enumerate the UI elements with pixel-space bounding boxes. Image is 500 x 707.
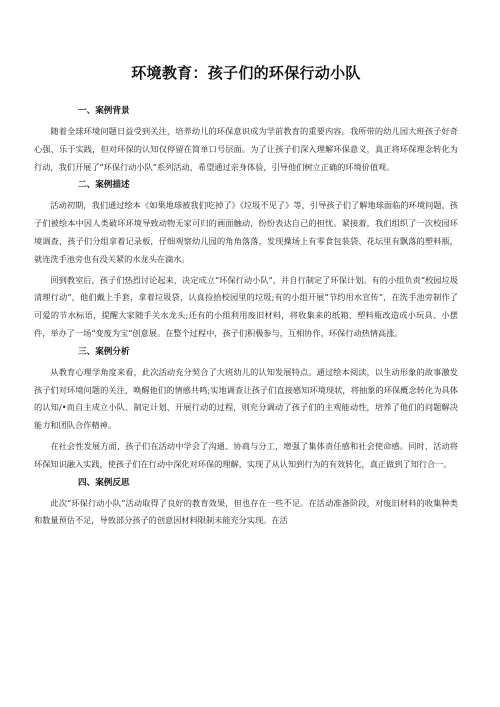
- paragraph: 从教育心理学角度来看，此次活动充分契合了大班幼儿的认知发展特点。通过绘本阅读，以生动形象的故事激发孩子们对环境问题的关注，唤醒他们的情感共鸣;实地调查让孩子们直接感知环境现状，将抽象的环保概念转化为具体的认知/•而自主成立小队、制定计划、开展行动的过程，则充分调动了孩子们的主观能动性，培养了他们的问题解决能力和团队合作精神。: [34, 366, 458, 431]
- paragraph: 随着全球环境问题日益受到关注，培养幼儿的环保意识成为学前教育的重要内容。我所带的幼儿园大班孩子好奇心强、乐于实践，但对环保的认知仅停留在简单口号层面。为了让孩子们深入理解环保意义，真正将环保理念转化为行动，我们开展了“环保行动小队”系列活动，希望通过亲身体验，引导他们树立正确的环境价值观。: [34, 126, 458, 172]
- paragraph: 此次“环保行动小队”活动取得了良好的教育效果，但也存在一些不足。在活动准备阶段，对废旧材料的收集种类和数量预估不足，导致部分孩子的创意因材料限制未能充分实现。在活: [34, 497, 458, 526]
- paragraph: 回到教室后，孩子们热烈讨论起来，决定成立“环保行动小队”，并自行制定了环保计划。有的小组负责“校园垃圾清理行动”，他们戴上手套，拿着垃圾袋，认真捡拾校园里的垃圾;有的小组开展“节约用水宣传”，在洗手池旁制作了可爱的节水标语，提醒大家随手关水龙头;还有的小组利用废旧材料，将收集来的纸箱、塑料瓶改造成小玩具、小摆件，举办了一场“变废为宝”创意展。在整个过程中，孩子们积极参与，互相协作，环保行动热情高涨。: [34, 274, 458, 338]
- section-reflection: [34, 477, 458, 531]
- document-title: 环境教育：孩子们的环保行动小队: [131, 64, 361, 82]
- paragraph: 活动初期，我们通过绘本《如果地球被我们吃掉了》《垃圾不见了》等，引导孩子们了解地球面临的环境问题，孩子们被绘本中因人类破坏环境导致动物无家可归的画面触动，纷纷表达自己的担忧。紧接着，我们组织了一次校园环境调查，孩子们分组拿着记录板，仔细观察幼儿园的角角落落，发现操场上有零食包装袋、花坛里有飘落的塑料瓶，就连洗手池旁也有没关紧的水龙头在滴水。: [34, 200, 458, 264]
- section-background: [34, 105, 458, 176]
- section-heading: 三、案例分析: [78, 346, 130, 357]
- section-analysis: [34, 346, 458, 474]
- section-description: [34, 179, 458, 342]
- section-heading: 二、案例描述: [78, 180, 130, 191]
- section-heading: 一、案例背景: [78, 106, 130, 116]
- paragraph: 在社会性发展方面，孩子们在活动中学会了沟通、协商与分工，增强了集体责任感和社会使命感。同时，活动将环保知识融入实践，使孩子们在行动中深化对环保的理解，实现了从认知到行为的有效转化，真正做到了知行合一。: [34, 440, 458, 469]
- section-heading: 四、案例反思: [78, 477, 130, 488]
